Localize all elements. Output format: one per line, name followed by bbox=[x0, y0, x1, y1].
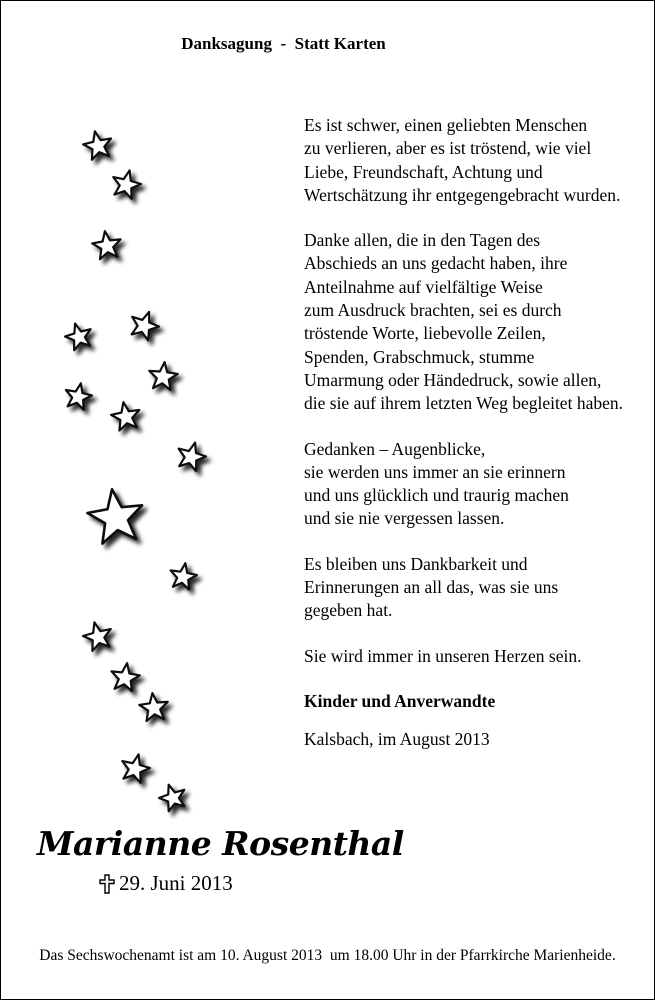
star-icon bbox=[122, 754, 150, 783]
message-paragraph bbox=[304, 114, 649, 207]
star-icon bbox=[83, 131, 111, 159]
message-line: Umarmung oder Händedruck, sowie allen, bbox=[304, 369, 602, 390]
cross-icon bbox=[99, 874, 115, 894]
message-line: Wertschätzung ihr entgegengebracht wurden. bbox=[304, 184, 621, 205]
message-line: zum Ausdruck brachten, sei es durch bbox=[304, 300, 562, 321]
deceased-name: Marianne Rosenthal bbox=[37, 824, 404, 863]
signature: Kinder und Anverwandte bbox=[304, 690, 496, 711]
message-line: Abschieds an uns gedacht haben, ihre bbox=[304, 253, 568, 274]
message-column bbox=[304, 114, 649, 752]
message-paragraph bbox=[304, 645, 649, 668]
star-icon bbox=[132, 312, 159, 341]
notice-heading: Danksagung - Statt Karten bbox=[181, 34, 386, 53]
star-decoration bbox=[1, 1, 301, 831]
star-icon bbox=[171, 563, 197, 589]
message-line: Sie wird immer in unseren Herzen sein. bbox=[304, 645, 582, 666]
message-paragraph bbox=[304, 553, 649, 623]
star-icon bbox=[87, 489, 142, 543]
message-line: Danke allen, die in den Tagen des bbox=[304, 230, 541, 251]
message-line: Spenden, Grabschmuck, stumme bbox=[304, 346, 535, 367]
footer-notice: Das Sechswochenamt ist am 10. August 2013 um 18.00 Uhr in der Pfarrkirche Marienheide. bbox=[39, 947, 616, 964]
star-icon bbox=[92, 231, 120, 259]
message-line: Erinnerungen an all das, was sie uns bbox=[304, 577, 559, 598]
message-line: die sie auf ihrem letzten Weg begleitet haben. bbox=[304, 393, 623, 414]
message-line: Es ist schwer, einen geliebten Menschen bbox=[304, 115, 588, 135]
death-date: 29. Juni 2013 bbox=[119, 871, 233, 895]
star-icon bbox=[139, 693, 167, 721]
star-icon bbox=[159, 785, 184, 812]
message-line: gegeben hat. bbox=[304, 600, 393, 621]
star-icon bbox=[113, 170, 141, 199]
message-line: Es bleiben uns Dankbarkeit und bbox=[304, 553, 528, 574]
message-line: tröstende Worte, liebevolle Zeilen, bbox=[304, 323, 546, 344]
message-line: und sie nie vergessen lassen. bbox=[304, 508, 505, 529]
star-icon bbox=[66, 383, 92, 410]
message-paragraphs bbox=[304, 114, 649, 668]
message-line: und uns glücklich und traurig machen bbox=[304, 485, 569, 506]
star-icon bbox=[65, 324, 91, 351]
message-line: Liebe, Freundschaft, Achtung und bbox=[304, 161, 543, 182]
message-paragraph bbox=[304, 229, 649, 415]
death-date-line bbox=[99, 871, 233, 896]
star-icon bbox=[149, 362, 177, 390]
star-icon bbox=[179, 443, 206, 472]
message-line: sie werden uns immer an sie erinnern bbox=[304, 461, 566, 482]
star-icon bbox=[83, 622, 111, 651]
message-line: Anteilnahme auf vielfältige Weise bbox=[304, 276, 543, 297]
message-paragraph bbox=[304, 438, 649, 531]
place-date: Kalsbach, im August 2013 bbox=[304, 729, 490, 750]
message-line: Gedanken – Augenblicke, bbox=[304, 438, 486, 459]
message-line: zu verlieren, aber es ist tröstend, wie viel bbox=[304, 138, 592, 159]
star-icon bbox=[112, 663, 140, 691]
star-icon bbox=[111, 402, 139, 430]
